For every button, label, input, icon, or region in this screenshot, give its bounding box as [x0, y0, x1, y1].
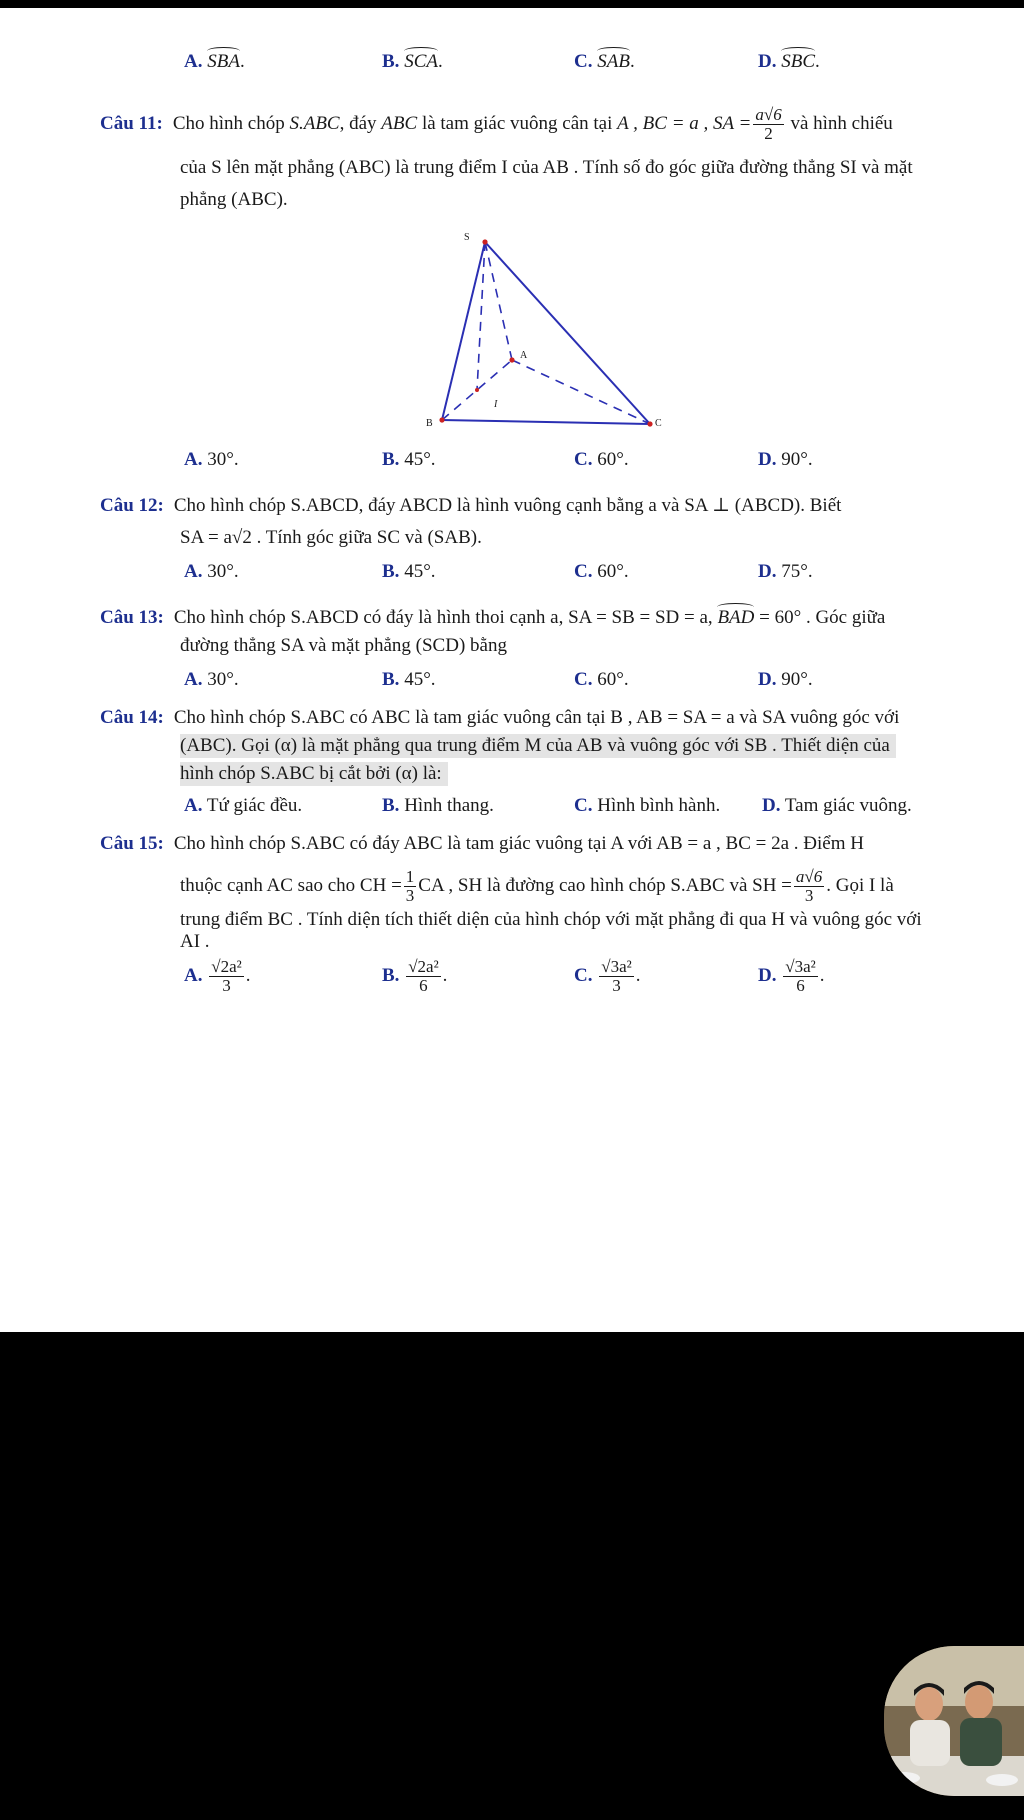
q15-option-c[interactable]: C. $\frac{\text{√3a²}}{3}$ .	[574, 957, 641, 995]
q13-option-a[interactable]: A. 30°.	[184, 669, 239, 690]
q15-line-2: thuộc cạnh AC sao cho CH = $\frac{1}{3}$ CA , SH là đường cao hình chóp S.ABC và SH = $\frac{a√6}{3}$ . Gọi I là	[180, 867, 894, 905]
q11-line-2: của S lên mặt phẳng (ABC) là trung điểm I của AB . Tính số đo góc giữa đường thẳng SI và mặt	[180, 157, 913, 178]
edge-si	[477, 242, 485, 390]
q13-line-2: đường thẳng SA và mặt phẳng (SCD) bằng	[180, 635, 507, 656]
edge-sa	[485, 242, 512, 360]
q12-option-c[interactable]: C. 60°.	[574, 561, 629, 582]
q14-line-2: (ABC). Gọi (α) là mặt phẳng qua trung điểm M của AB và vuông góc với SB . Thiết diện của	[180, 734, 896, 758]
q12-line-2: SA = a√2 . Tính góc giữa SC và (SAB).	[180, 527, 482, 548]
label-a: A	[520, 350, 528, 361]
q13-line-1: Câu 13: Cho hình chóp S.ABCD có đáy là hình thoi cạnh a, SA = SB = SD = a, BAD = 60° . Góc giữa	[100, 607, 886, 628]
empty-black-area	[0, 1332, 1024, 1820]
q13-option-b[interactable]: B. 45°.	[382, 669, 436, 690]
q10-option-b[interactable]: B. SCA.	[382, 51, 443, 72]
q11-line-3: phẳng (ABC).	[180, 189, 288, 210]
q11-fraction: $\frac{a√6}{2}$	[755, 105, 782, 143]
q15-line-3: trung điểm BC . Tính diện tích thiết diện của hình chóp với mặt phẳng đi qua H và vuông góc với	[180, 909, 922, 930]
label-b: B	[426, 418, 433, 428]
q12-option-d[interactable]: D. 75°.	[758, 561, 813, 582]
q14-option-d[interactable]: D. Tam giác vuông.	[762, 795, 912, 816]
q14-line-3: hình chóp S.ABC bị cắt bởi (α) là:	[180, 762, 448, 786]
q12-option-a[interactable]: A. 30°.	[184, 561, 239, 582]
point-a	[509, 357, 514, 362]
q10-option-d[interactable]: D. SBC.	[758, 51, 820, 72]
q15-option-d[interactable]: D. $\frac{\text{√3a²}}{6}$ .	[758, 957, 825, 995]
q10-option-a[interactable]: A. SBA.	[184, 51, 245, 72]
point-b	[439, 417, 444, 422]
q15-fraction-sh: $\frac{a√6}{3}$	[795, 867, 823, 905]
label-c: C	[655, 418, 662, 428]
q15-fraction-ch: $\frac{1}{3}$	[405, 867, 415, 905]
point-i	[475, 388, 479, 392]
q14-option-a[interactable]: A. Tứ giác đều.	[184, 795, 303, 816]
edge-ac	[512, 360, 650, 424]
q15-option-a[interactable]: A. $\frac{\text{√2a²}}{3}$ .	[184, 957, 251, 995]
q13-option-d[interactable]: D. 90°.	[758, 669, 813, 690]
q11-option-d[interactable]: D. 90°.	[758, 449, 813, 470]
label-s: S	[464, 232, 470, 243]
pyramid-figure	[400, 228, 680, 428]
q11-option-a[interactable]: A. 30°.	[184, 449, 239, 470]
point-c	[647, 421, 652, 426]
q10-option-c[interactable]: C. SAB.	[574, 51, 635, 72]
edge-sb	[442, 242, 485, 420]
label-i: I	[494, 399, 498, 410]
q13-option-c[interactable]: C. 60°.	[574, 669, 629, 690]
q12-option-b[interactable]: B. 45°.	[382, 561, 436, 582]
q15-line-4: AI .	[180, 931, 210, 952]
point-s	[482, 239, 487, 244]
top-bar	[0, 0, 1024, 8]
q14-option-b[interactable]: B. Hình thang.	[382, 795, 494, 816]
q11-option-b[interactable]: B. 45°.	[382, 449, 436, 470]
q12-line-1: Câu 12: Cho hình chóp S.ABCD, đáy ABCD là hình vuông cạnh bằng a và SA ⊥ (ABCD). Biết	[100, 495, 842, 516]
edge-sc	[485, 242, 650, 424]
q11-option-c[interactable]: C. 60°.	[574, 449, 629, 470]
q11-line-1: Câu 11: Cho hình chóp S.ABC, đáy ABC là tam giác vuông cân tại A , BC = a , SA = $\frac{a√6}{2}$ và hình chiếu	[100, 105, 893, 143]
edge-bc	[442, 420, 650, 424]
document-page[interactable]	[0, 8, 1024, 1332]
q14-option-c[interactable]: C. Hình bình hành.	[574, 795, 721, 816]
q14-line-1: Câu 14: Cho hình chóp S.ABC có ABC là tam giác vuông cân tại B , AB = SA = a và SA vuông góc với	[100, 707, 900, 728]
q15-line-1: Câu 15: Cho hình chóp S.ABC có đáy ABC là tam giác vuông tại A với AB = a , BC = 2a . Điểm H	[100, 833, 864, 854]
q15-option-b[interactable]: B. $\frac{\text{√2a²}}{6}$ .	[382, 957, 448, 995]
video-thumbnail-image	[884, 1646, 1024, 1796]
video-thumbnail[interactable]	[884, 1646, 1024, 1796]
